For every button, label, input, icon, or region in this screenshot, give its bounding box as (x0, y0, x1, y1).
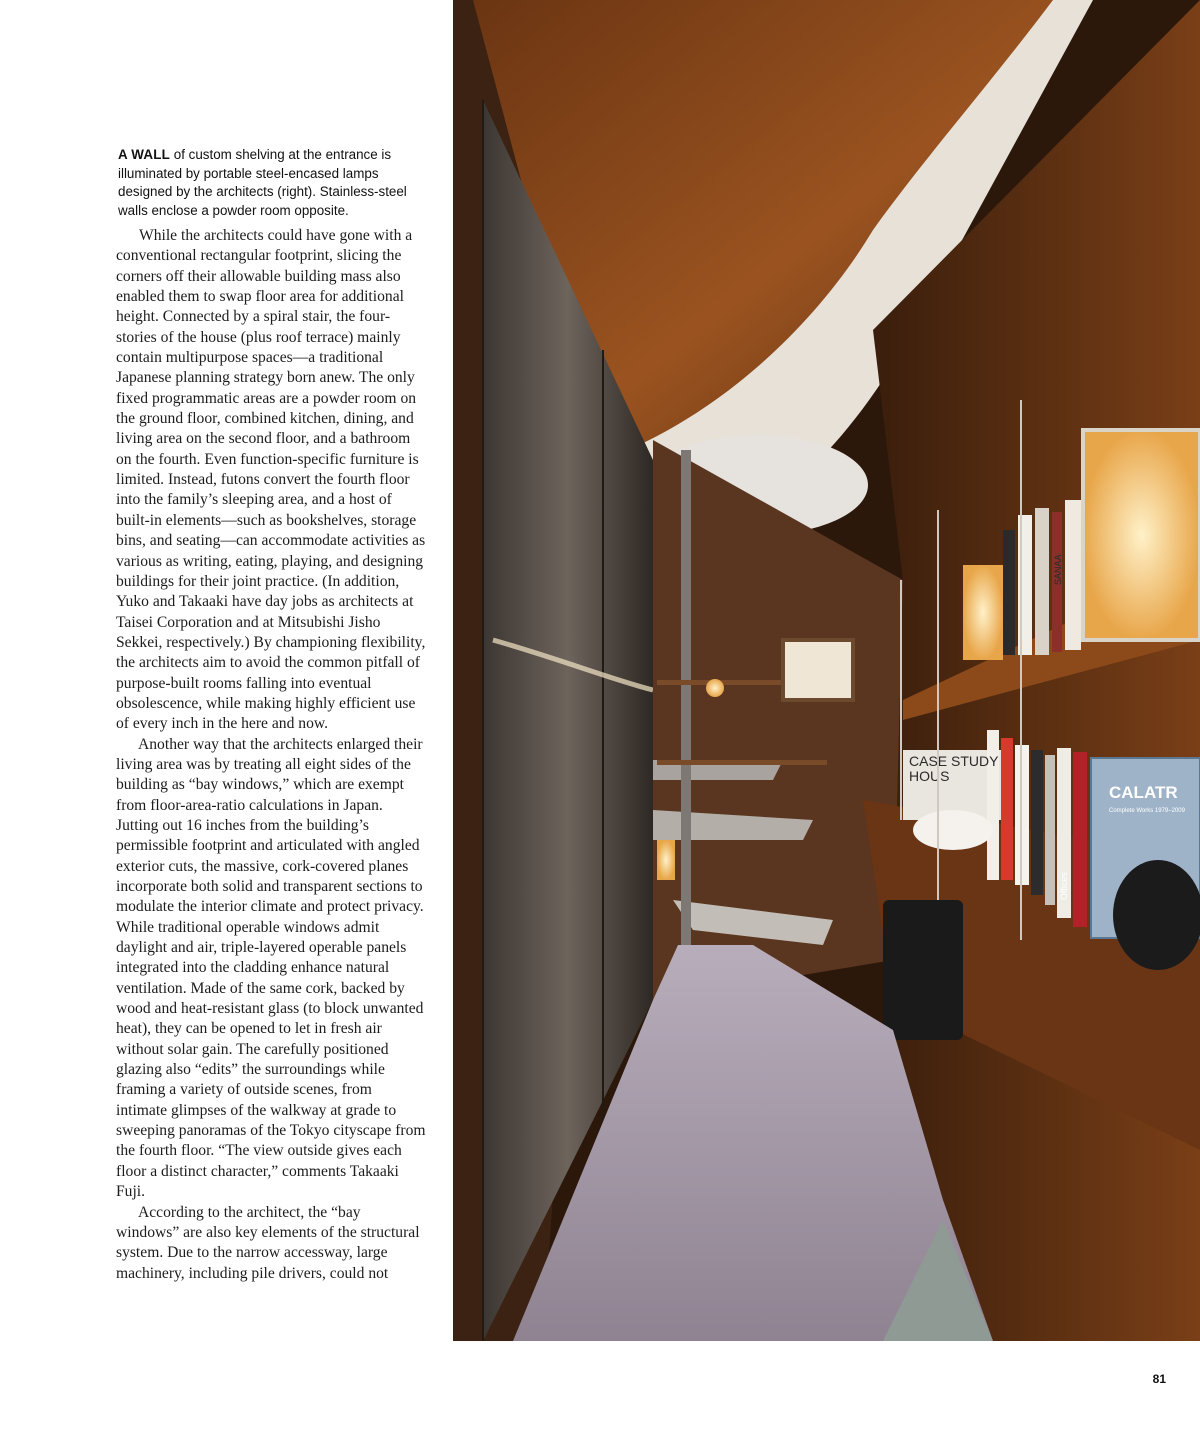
helmet (1113, 860, 1200, 970)
lamp-box-large (1083, 430, 1200, 640)
book-case-study-subtitle: HOUS (909, 768, 950, 784)
book-calatrava-title: CALATR (1109, 783, 1178, 802)
interior-photo-illustration (453, 0, 1200, 1341)
photo-caption (118, 146, 418, 220)
article-body (116, 226, 426, 1284)
ceramic-bowl (913, 810, 993, 850)
body-paragraph: Another way that the architects enlarged their living area was by treating all eight sides of the building as “bay windows,” which are exempt from floor-area-ratio calculations in Japan. Jutting out 16 inches from the building’s permissible footprint and articulated with angled exterior cuts, the massive, cork-covered planes incorporate both solid and transparent sections to modulate the interior climate and protect privacy. While traditional operable windows admit daylight and air, triple-layered operable panels integrated into the cladding enhance natural ventilation. Made of the same cork, backed by wood and heat-resistant glass (to block unwanted heat), they can be opened to let in fresh air without solar gain. The carefully positioned glazing also “edits” the surroundings while framing a variety of outside scenes, from intimate glimpses of the walkway at grade to sweeping panoramas of the Tokyo cityscape from the fourth floor. “The view outside gives each floor a distinct character,” comments Takaaki Fuji. (116, 735, 426, 1201)
small-lamp (706, 679, 724, 697)
book-sanaa-spine: SANAA (1053, 554, 1063, 585)
lamp-box-small (963, 565, 1003, 660)
caption-text: of custom shelving at the entrance is illuminated by portable steel-encased lamps designed by the architects (right). Stainless-steel walls enclose a powder room opposite. (118, 147, 407, 218)
book-calatrava-subtitle: Complete Works 1979–2009 (1109, 808, 1185, 814)
book-case-study-title: CASE STUDY (909, 753, 999, 769)
body-paragraph: While the architects could have gone with a conventional rectangular footprint, slicing the corners off their allowable building mass also enabled them to swap floor area for additional height. Connected by a spiral stair, the four-stories of the house (plus roof terrace) mainly contain multipurpose spaces—a traditional Japanese planning strategy born anew. The only fixed programmatic areas are a powder room on the ground floor, combined kitchen, dining, and living area on the second floor, and a bathroom on the fourth. Even function-specific furniture is limited. Instead, futons convert the fourth floor into the family’s sleeping area, and a host of built-in elements—such as bookshelves, storage bins, and seating—can accommodate activities as various as writing, eating, playing, and designing buildings for their joint practice. (In addition, Yuko and Takaaki have day jobs as architects at Taisei Corporation and at Mitsubishi Jisho Sekkei, respectively.) By championing flexibility, the architects aim to avoid the common pitfall of purpose-built rooms falling into eventual obsolescence, while making highly efficient use of every inch in the here and now. (116, 227, 426, 733)
book-offices-spine: Offices (1059, 872, 1069, 900)
interior-photo (453, 0, 1200, 1341)
caption-lead: A WALL (118, 147, 171, 162)
framed-artwork (783, 640, 853, 700)
suitcase (883, 900, 963, 1040)
page-number: 81 (1152, 1372, 1166, 1386)
body-paragraph: According to the architect, the “bay windows” are also key elements of the structural system. Due to the narrow accessway, large machinery, including pile drivers, could not (116, 1203, 420, 1282)
stair-lamp (657, 840, 675, 880)
